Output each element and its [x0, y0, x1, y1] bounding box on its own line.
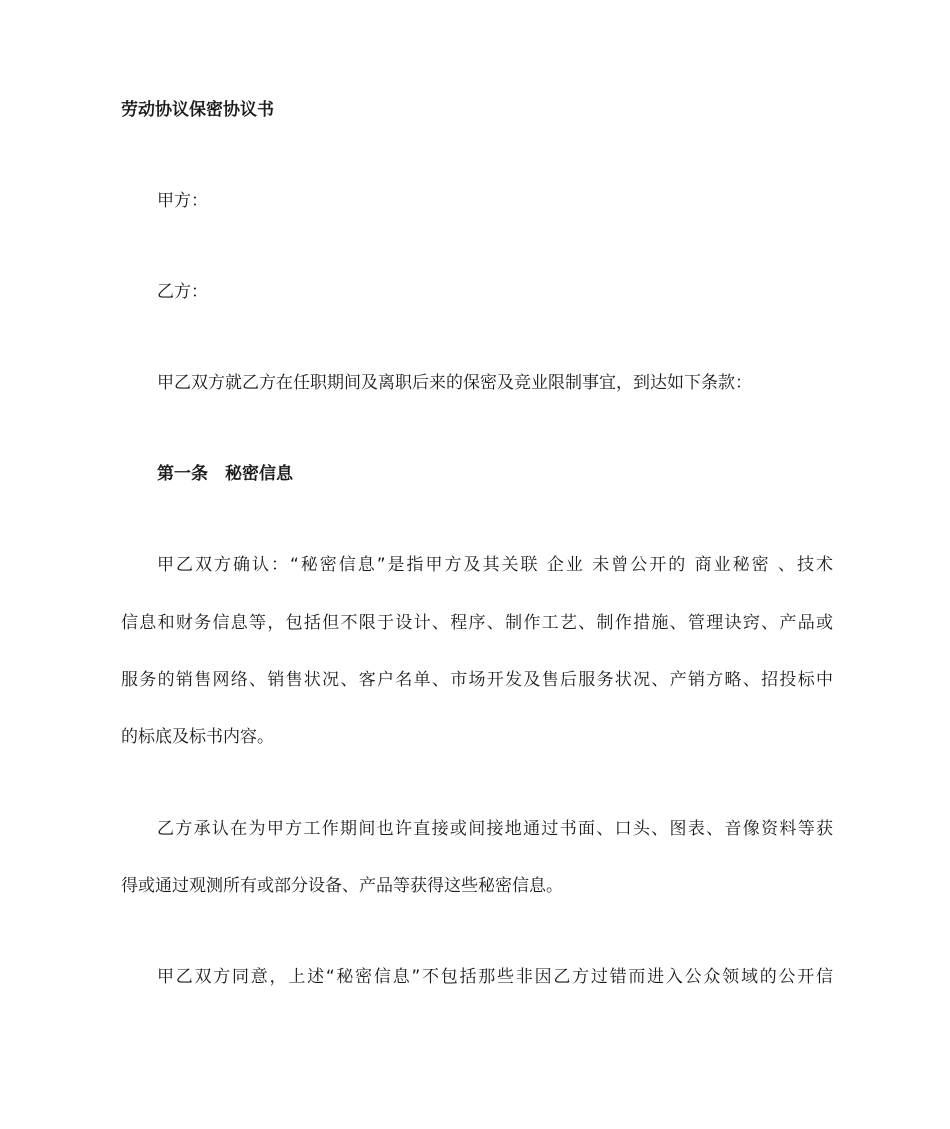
paragraph-line: 得或通过观测所有或部分设备、产品等获得这些秘密信息。: [121, 876, 563, 896]
paragraph-line: 乙方承认在为甲方工作期间也许直接或间接地通过书面、口头、图表、音像资料等获: [157, 819, 833, 839]
article-1-heading: 第一条 秘密信息: [157, 464, 293, 484]
document-title: 劳动协议保密协议书: [121, 100, 274, 120]
paragraph-line: 甲乙双方同意，上述“秘密信息”不包括那些非因乙方过错而进入公众领域的公开信: [157, 967, 833, 987]
party-a-label: 甲方：: [157, 191, 208, 211]
preamble-text: 甲乙双方就乙方在任职期间及离职后来的保密及竞业限制事宜，到达如下条款：: [157, 373, 752, 393]
paragraph-line: 的标底及标书内容。: [121, 727, 274, 747]
party-b-label: 乙方：: [157, 282, 208, 302]
paragraph-line: 信息和财务信息等，包括但不限于设计、程序、制作工艺、制作措施、管理诀窍、产品或: [121, 613, 833, 633]
paragraph-line: 服务的销售网络、销售状况、客户名单、市场开发及售后服务状况、产销方略、招投标中: [121, 670, 833, 690]
paragraph-line: 甲乙双方确认：“秘密信息”是指甲方及其关联 企业 未曾公开的 商业秘密 、技术: [157, 555, 833, 575]
